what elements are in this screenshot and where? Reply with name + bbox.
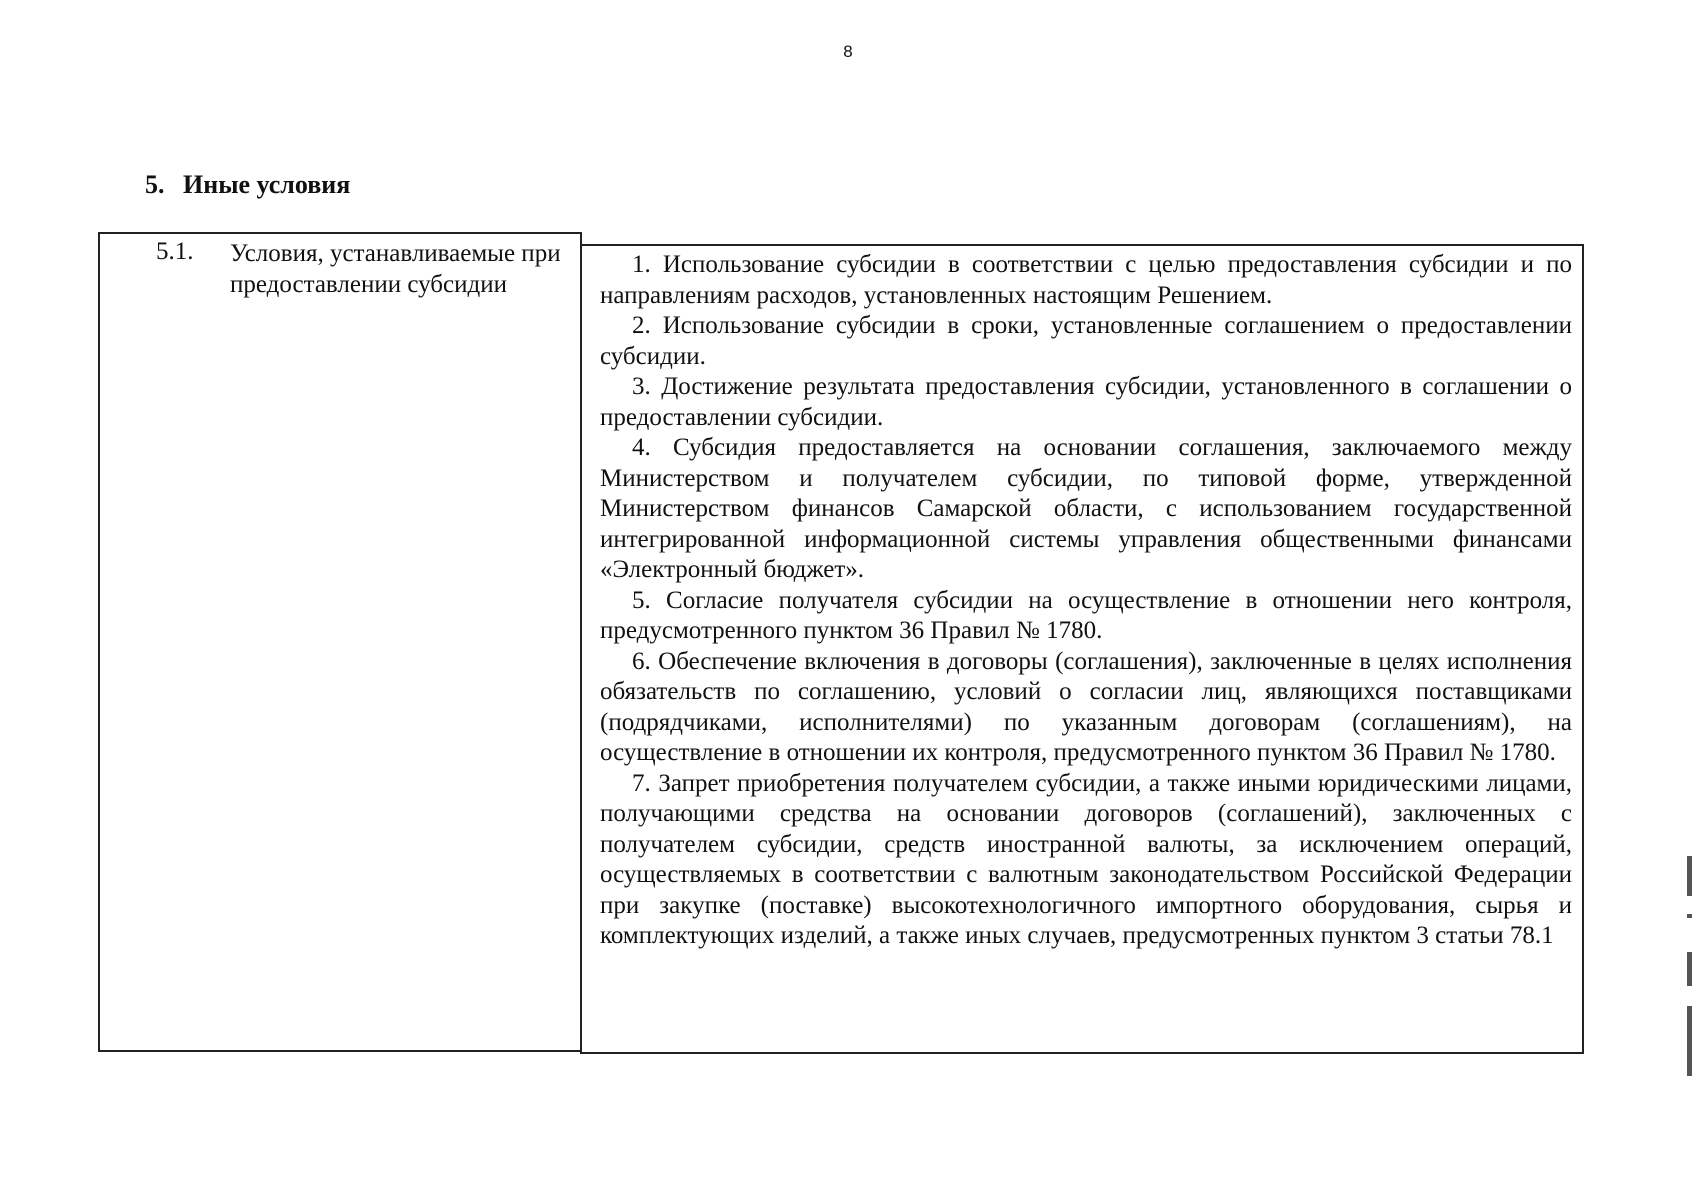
table-row-label-cell: [98, 232, 582, 1052]
page-number: 8: [843, 42, 853, 61]
conditions-list: [600, 250, 1572, 952]
section-heading: [145, 170, 350, 200]
row-number: 5.1.: [156, 238, 194, 265]
condition-item: 1. Использование субсидии в соответствии с целью предоставления субсидии и по направлениям расходов, установленных настоящим Решением.: [600, 251, 1572, 309]
scan-margin-marks: [1687, 856, 1693, 1086]
condition-item: 7. Запрет приобретения получателем субсидии, а также иными юридическими лицами, получающими средства на основании договоров (соглашений), заключенных с получателем субсидии, средств иностранной валюты, за исключением операций, осуществляемых в соответствии с валютным законодательством Российской Федерации при закупке (поставке) высокотехнологичного импортного оборудования, сырья и комплектующих изделий, а также иных случаев, предусмотренных пунктом 3 статьи 78.1: [600, 769, 1573, 949]
condition-item: 2. Использование субсидии в сроки, установленные соглашением о предоставлении субсидии.: [600, 312, 1573, 370]
condition-item: 6. Обеспечение включения в договоры (соглашения), заключенные в целях исполнения обязательств по соглашению, условий о согласии лиц, являющихся поставщиками (подрядчиками, исполнителями) по указанным договорам (соглашениям), на осуществление в отношении их контроля, предусмотренного пунктом 36 Правил № 1780.: [600, 647, 1573, 766]
row-title: Условия, устанавливаемые при предоставлении субсидии: [230, 240, 561, 298]
condition-item: 4. Субсидия предоставляется на основании соглашения, заключаемого между Министерством и получателем субсидии, по типовой форме, утвержденной Министерством финансов Самарской области, с использованием государственной интегрированной информационной системы управления общественными финансами «Электронный бюджет».: [600, 434, 1573, 583]
section-title: Иные условия: [183, 170, 351, 199]
section-number: 5.: [145, 170, 165, 199]
condition-item: 3. Достижение результата предоставления субсидии, установленного в соглашении о предоставлении субсидии.: [600, 373, 1572, 431]
conditions-table: [98, 232, 1586, 1050]
table-row-content-cell: [580, 244, 1584, 1054]
condition-item: 5. Согласие получателя субсидии на осуществление в отношении него контроля, предусмотренного пунктом 36 Правил № 1780.: [600, 586, 1573, 644]
